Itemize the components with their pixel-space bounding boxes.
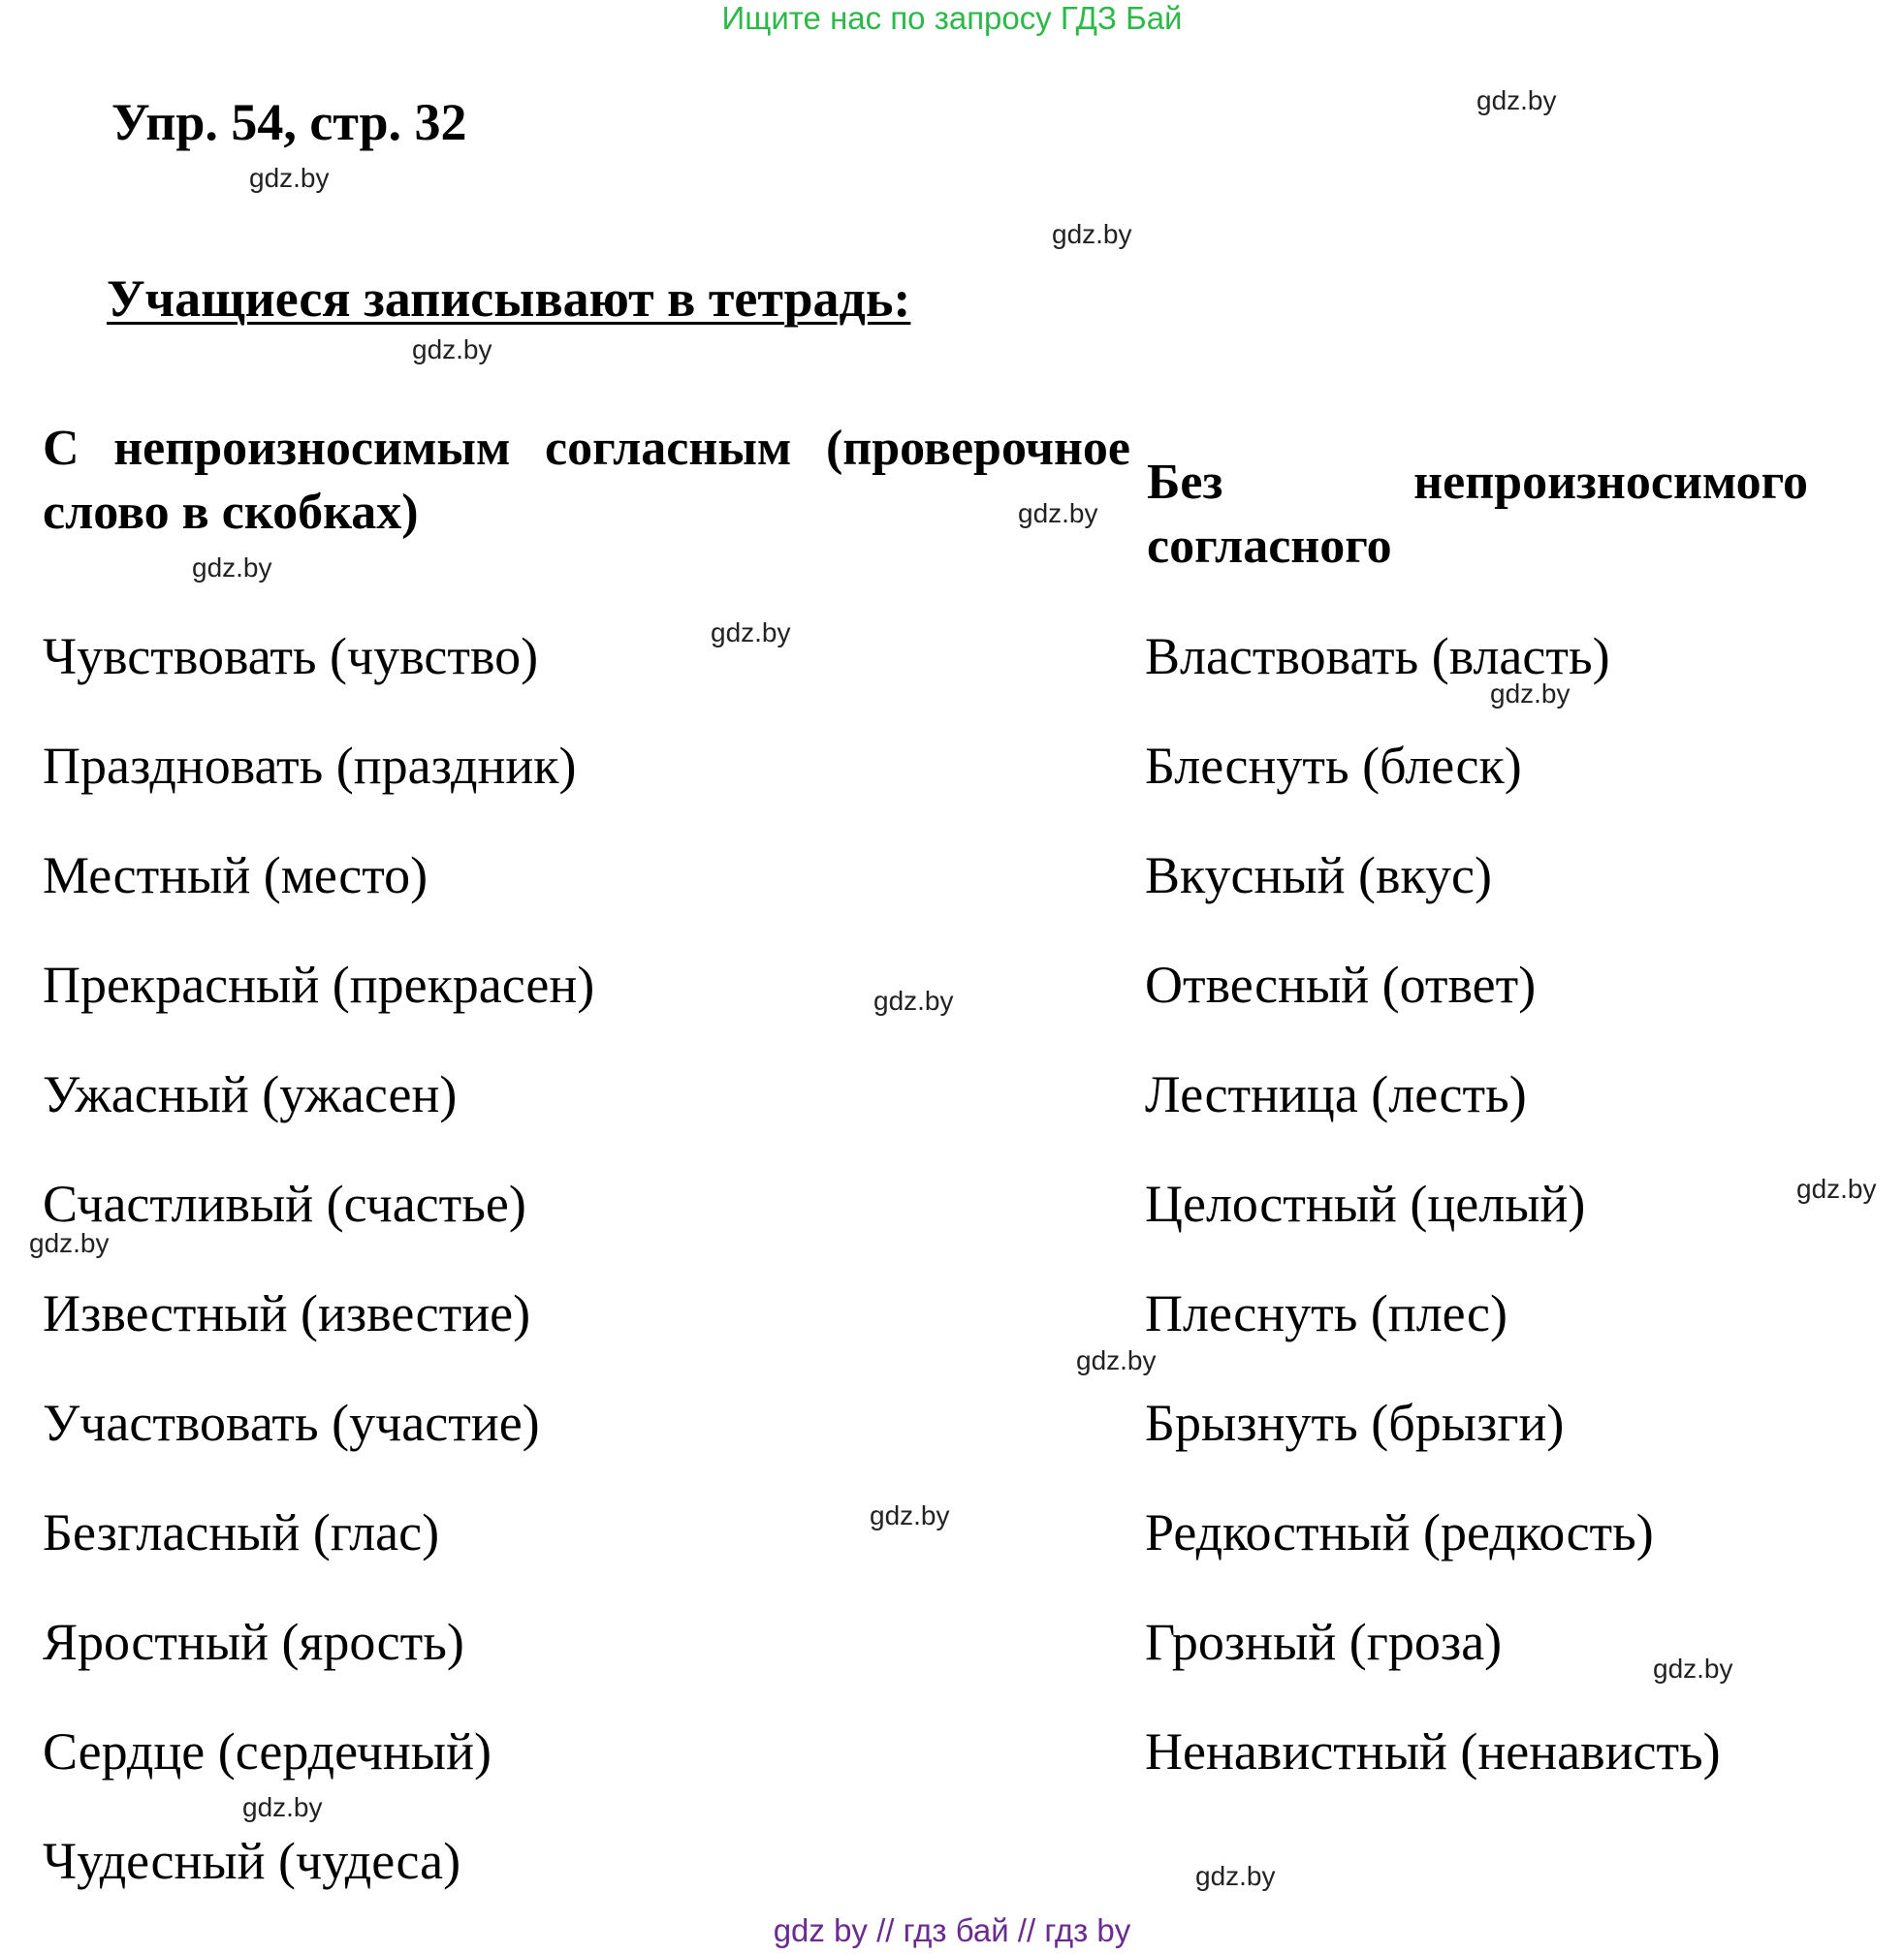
list-item: Известный (известие) [43,1284,531,1342]
watermark: gdz.by [1796,1174,1877,1204]
watermark: gdz.by [711,617,791,647]
watermark: gdz.by [1052,219,1132,249]
watermark: gdz.by [1476,85,1557,115]
list-item: Прекрасный (прекрасен) [43,956,595,1014]
list-item: Праздновать (праздник) [43,737,577,795]
watermark: gdz.by [242,1792,323,1822]
watermark: gdz.by [873,986,954,1016]
instruction-heading: Учащиеся записывают в тетрадь: [107,269,911,328]
list-item: Отвесный (ответ) [1145,956,1537,1014]
list-item: Брызнуть (брызги) [1145,1394,1565,1452]
list-item: Яростный (ярость) [43,1613,464,1671]
list-item: Счастливый (счастье) [43,1175,526,1233]
list-item: Чудесный (чудеса) [43,1832,461,1890]
right-column-heading: Без непроизносимого согласного [1147,455,1808,574]
watermark: gdz.by [1490,678,1571,709]
list-item: Лестница (лесть) [1145,1065,1527,1123]
watermark: gdz.by [1195,1861,1276,1891]
right-word-list [1145,617,1721,1822]
list-item: Участвовать (участие) [43,1394,540,1452]
list-item: Сердце (сердечный) [43,1722,492,1781]
list-item: Ужасный (ужасен) [43,1065,458,1123]
exercise-title: Упр. 54, стр. 32 [111,93,467,151]
list-item: Редкостный (редкость) [1145,1503,1654,1561]
left-word-list [43,617,594,1932]
watermark: gdz.by [192,552,272,583]
list-item: Ненавистный (ненависть) [1145,1722,1721,1781]
list-item: Вкусный (вкус) [1145,846,1492,904]
list-item: Плеснуть (плес) [1145,1284,1507,1342]
footer-links: gdz by // гдз бай // гдз by [773,1912,1131,1948]
list-item: Целостный (целый) [1145,1175,1586,1233]
watermark: gdz.by [1018,498,1098,528]
watermark: gdz.by [249,163,330,193]
list-item: Грозный (гроза) [1145,1613,1503,1671]
search-banner: Ищите нас по запросу ГДЗ Бай [721,0,1183,36]
watermark: gdz.by [412,334,492,364]
list-item: Местный (место) [43,846,428,904]
watermark: gdz.by [870,1500,950,1530]
list-item: Властвовать (власть) [1145,627,1610,685]
watermark: gdz.by [1076,1345,1157,1375]
list-item: Чувствовать (чувство) [43,627,539,685]
watermark: gdz.by [1653,1654,1733,1684]
left-column-heading: С непроизносимым согласным (проверочное слово в скобках) [43,421,1130,540]
list-item: Блеснуть (блеск) [1145,737,1522,795]
list-item: Безгласный (глас) [43,1503,440,1561]
watermark: gdz.by [29,1228,110,1258]
